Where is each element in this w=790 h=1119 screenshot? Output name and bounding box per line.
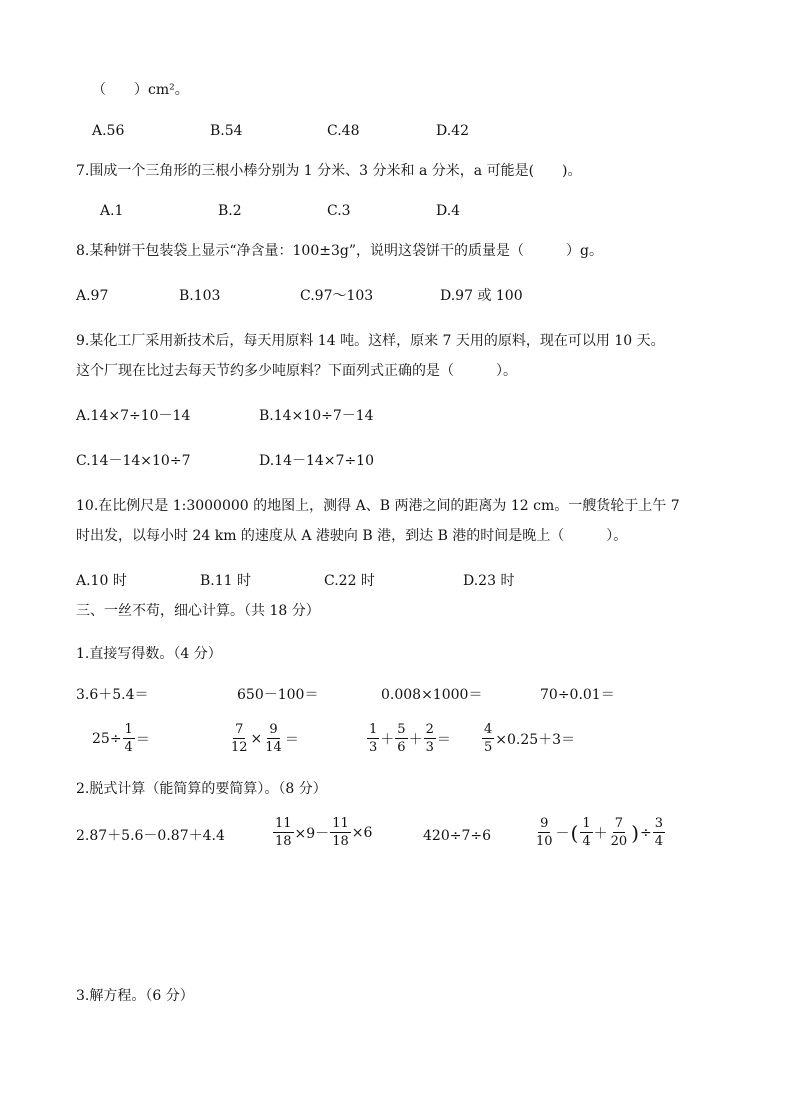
- q6-answer-line: [92, 80, 189, 100]
- fraction: $\frac{7}{20}$: [610, 816, 628, 849]
- step-calc-3: 420÷7÷6: [423, 828, 491, 844]
- q7-option-c: C.3: [327, 203, 351, 219]
- q10-option-d: D.23 时: [463, 573, 515, 589]
- q6-unit: cm²。: [148, 82, 189, 98]
- fraction: $\frac{11}{18}$: [332, 816, 349, 849]
- oral-calc-6: $\frac{7}{12}$ × $\frac{9}{14}$ ＝: [231, 722, 299, 755]
- q10-option-b: B.11 时: [200, 573, 252, 589]
- oral-calc-4: 70÷0.01＝: [540, 687, 615, 703]
- q9-stem-line2: 这个厂现在比过去每天节约多少吨原料？下面列式正确的是（ ）。: [76, 363, 517, 379]
- q7-stem: 7.围成一个三角形的三根小棒分别为 1 分米、3 分米和 a 分米，a 可能是( )。: [76, 163, 582, 179]
- part1-title: 1.直接写得数。（4 分）: [76, 646, 222, 662]
- fraction: $\frac{1}{4}$: [582, 816, 591, 849]
- fraction: $\frac{1}{4}$: [124, 722, 133, 755]
- fraction: $\frac{1}{3}$: [369, 722, 378, 755]
- q6-option-c: C.48: [327, 123, 360, 139]
- step-calc-2: $\frac{11}{18}$ ×9－ $\frac{11}{18}$ ×6: [275, 816, 373, 849]
- q8-option-d: D.97 或 100: [440, 288, 523, 304]
- fraction: $\frac{9}{10}$: [536, 816, 553, 849]
- fraction: $\frac{5}{6}$: [397, 722, 406, 755]
- oral-calc-8: $\frac{4}{5}$ ×0.25＋3＝: [484, 722, 576, 755]
- q9-option-a: A.14×7÷10－14: [76, 408, 191, 424]
- oral-calc-1: 3.6＋5.4＝: [76, 687, 149, 703]
- q7-option-d: D.4: [436, 203, 461, 219]
- fraction: $\frac{2}{3}$: [425, 722, 434, 755]
- q8-option-b: B.103: [179, 288, 221, 304]
- q9-option-b: B.14×10÷7－14: [259, 408, 374, 424]
- step-calc-1: 2.87＋5.6－0.87＋4.4: [76, 828, 225, 844]
- q9-stem-line1: 9.某化工厂采用新技术后，每天用原料 14 吨。这样，原来 7 天用的原料，现在可以用 10 天。: [76, 333, 665, 349]
- fraction: $\frac{9}{14}$: [265, 722, 282, 755]
- q8-stem: 8.某种饼干包装袋上显示“净含量：100±3g”，说明这袋饼干的质量是（ ）g。: [76, 243, 603, 259]
- fraction: $\frac{4}{5}$: [484, 722, 493, 755]
- oral-calc-7: $\frac{1}{3}$ ＋ $\frac{5}{6}$ ＋ $\frac{2}{3}$ ＝: [369, 722, 451, 755]
- q10-stem-line1: 10.在比例尺是 1:3000000 的地图上，测得 A、B 两港之间的距离为 12 cm。一艘货轮于上午 7: [76, 498, 680, 514]
- oral-calc-5: 25÷ $\frac{1}{4}$ ＝: [92, 722, 150, 755]
- q10-stem-line2: 时出发，以每小时 24 km 的速度从 A 港驶向 B 港，到达 B 港的时间是晚上（ ）。: [76, 528, 628, 544]
- q8-option-a: A.97: [76, 288, 109, 304]
- q9-option-c: C.14－14×10÷7: [76, 453, 191, 469]
- step-calc-4: $\frac{9}{10}$ － ( $\frac{1}{4}$ ＋ $\frac{7}{20}$ ) ÷ $\frac{3}{4}$: [536, 816, 664, 849]
- fraction: $\frac{7}{12}$: [231, 722, 248, 755]
- q6-blank: （ ）: [92, 82, 148, 98]
- fraction: $\frac{11}{18}$: [275, 816, 292, 849]
- q9-option-d: D.14－14×7÷10: [259, 453, 374, 469]
- section-3-title: 三、一丝不苟，细心计算。（共 18 分）: [76, 603, 320, 619]
- oral-calc-3: 0.008×1000＝: [381, 687, 483, 703]
- q6-option-b: B.54: [210, 123, 243, 139]
- q6-option-a: A.56: [92, 123, 125, 139]
- fraction: $\frac{3}{4}$: [654, 816, 664, 849]
- q10-option-a: A.10 时: [76, 573, 127, 589]
- q6-option-d: D.42: [436, 123, 469, 139]
- q10-option-c: C.22 时: [324, 573, 375, 589]
- q7-option-a: A.1: [100, 203, 124, 219]
- oral-calc-2: 650－100＝: [237, 687, 319, 703]
- q7-option-b: B.2: [218, 203, 242, 219]
- part3-title: 3.解方程。（6 分）: [76, 988, 194, 1004]
- q8-option-c: C.97～103: [300, 288, 374, 304]
- part2-title: 2.脱式计算（能简算的要简算）。（8 分）: [76, 781, 327, 797]
